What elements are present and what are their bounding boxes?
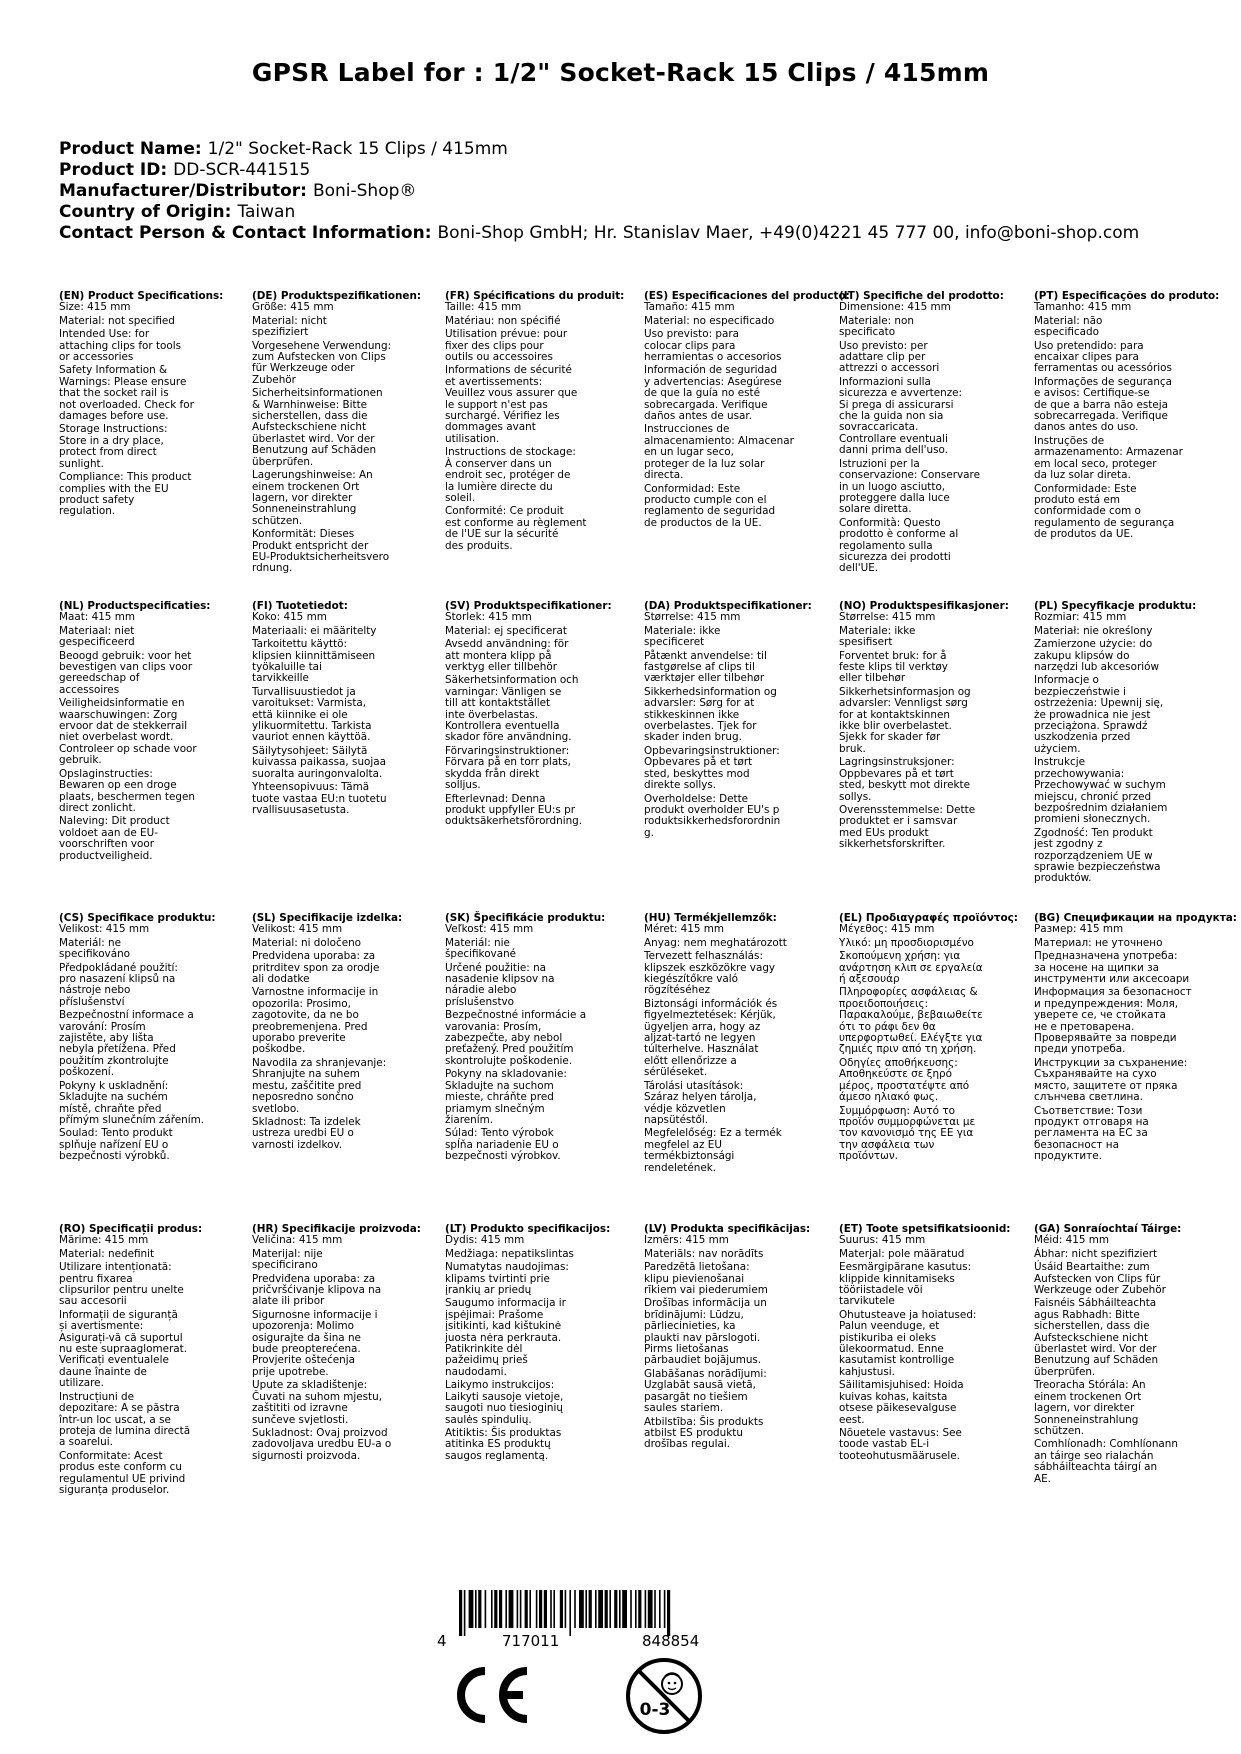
spec-section — [445, 601, 620, 830]
spec-text: Beoogd gebruik: voor het bevestigen van clips voor gereedschap of accessoires — [59, 649, 193, 696]
spec-text: Anyag: nem meghatározott — [644, 936, 787, 949]
spec-text: Nõuetele vastavus: See toode vastab EL-i tooteohutusmäärusele. — [839, 1426, 962, 1462]
spec-text: Glabāšanas norādījumi: Uzglabāt sausā vietā, pasargāt no tiešiem saules stariem. — [644, 1367, 767, 1415]
spec-heading: (HU) Termékjellemzők: — [644, 912, 777, 924]
info-row-product-name — [59, 139, 1219, 160]
spec-text: Material: não especificado — [1034, 314, 1103, 339]
spec-heading: (FI) Tuotetiedot: — [252, 600, 348, 612]
barcode-bar — [553, 1590, 555, 1628]
spec-text: Méret: 415 mm — [644, 923, 725, 936]
barcode-bar — [459, 1590, 462, 1636]
spec-text: Safety Information & Warnings: Please ensure that the socket rail is not overloaded. Check for damages before use. — [59, 364, 194, 423]
spec-text: Conformité: Ce produit est conforme au règlement de l'UE sur la sécurité des produits. — [445, 505, 587, 552]
spec-text: Maat: 415 mm — [59, 611, 135, 624]
spec-text: Tárolási utasítások: Száraz helyen tárolja, védje közvetlen napsütéstől. — [644, 1079, 757, 1126]
info-value: Taiwan — [237, 202, 296, 222]
barcode-bar — [630, 1590, 632, 1628]
spec-heading: (EL) Προδιαγραφές προϊόντος: — [839, 912, 1018, 924]
spec-text: Faisnéis Sábháilteachta agus Rabhadh: Bitte sicherstellen, dass die Aufsteckschiene nicht überlastet wird. Vor der Benutzung auf Schäden überprüfen. — [1034, 1297, 1159, 1378]
info-label: Product Name: — [59, 139, 202, 159]
spec-text: Informações de segurança e avisos: Certifique-se de que a barra não esteja sobrecarregada. Verifique danos antes do uso. — [1034, 375, 1173, 434]
spec-text: Instrucțiuni de depozitare: A se păstra într-un loc uscat, a se proteja de lumina directă a soarelui. — [59, 1390, 191, 1449]
spec-text: Инструкции за съхранение: Съхранявайте на сухо място, защитете от пряка слънчева светлина. — [1034, 1056, 1188, 1104]
spec-heading: (DE) Produktspezifikationen: — [252, 290, 421, 302]
spec-text: Naleving: Dit product voldoet aan de EU- voorschriften voor productveiligheid. — [59, 815, 170, 862]
spec-text: Informations de sécurité et avertissements: Veuillez vous assurer que le support n'est pas surchargé. Vérifiez les dommages avant utilisation. — [445, 364, 578, 445]
spec-heading: (SL) Specifikacije izdelka: — [252, 912, 403, 924]
spec-heading: (PT) Especificações do produto: — [1034, 290, 1220, 302]
info-value: Boni-Shop® — [312, 181, 417, 201]
spec-text: Size: 415 mm — [59, 301, 131, 314]
spec-heading: (EN) Product Specifications: — [59, 290, 224, 302]
spec-section — [445, 290, 625, 554]
info-row-contact — [59, 223, 1219, 244]
spec-text: Информация за безопасност и предупреждения: Моля, уверете се, че стойката не е претоварена. Проверявайте за повреди преди употреба. — [1034, 986, 1192, 1056]
spec-section — [445, 1224, 620, 1464]
spec-section — [1034, 601, 1209, 887]
spec-text: Taille: 415 mm — [445, 301, 522, 314]
spec-text: Säilytysohjeet: Säilytä kuivassa paikassa, suojaa suoralta auringonvalolta. — [252, 744, 387, 780]
barcode-bar — [589, 1590, 592, 1628]
barcode-bar — [505, 1590, 507, 1628]
barcode-bar — [595, 1590, 597, 1628]
spec-text: Suurus: 415 mm — [839, 1234, 926, 1247]
barcode-bar — [635, 1590, 637, 1628]
spec-text: Intended Use: for attaching clips for tools or accessories — [59, 328, 182, 364]
barcode-bar — [478, 1590, 481, 1628]
spec-text: Turvallisuustiedot ja varoitukset: Varmista, että kiinnike ei ole ylikuormitettu. Tarkista vauriot ennen käyttöä. — [252, 685, 372, 744]
spec-text: Conformidad: Este producto cumple con el reglamento de seguridad de productos de la UE. — [644, 482, 776, 529]
barcode-bar — [525, 1590, 528, 1628]
spec-text: Información de seguridad y advertencias: Asegúrese de que la guía no esté sobrecargada. Verifique daños antes de usar. — [644, 364, 782, 423]
spec-section — [839, 912, 1018, 1165]
spec-section — [445, 913, 620, 1165]
spec-text: Efterlevnad: Denna produkt uppfyller EU:s pr oduktsäkerhetsförordning. — [445, 792, 583, 828]
spec-text: Pokyny na skladovanie: Skladujte na suchom mieste, chráňte pred priamym slnečným žiarením. — [445, 1068, 567, 1126]
spec-text: Overholdelse: Dette produkt overholder EU's p roduktsikkerhedsforordnin g. — [644, 792, 781, 839]
spec-heading: (NL) Productspecificaties: — [59, 600, 211, 612]
spec-text: Forventet bruk: for å feste klips til verktøy eller tilbehør — [839, 649, 948, 685]
spec-heading: (BG) Спецификации на продукта: — [1034, 912, 1237, 924]
barcode-bar — [539, 1590, 542, 1628]
barcode-bar — [517, 1590, 519, 1628]
spec-heading: (SK) Špecifikácie produktu: — [445, 912, 606, 924]
spec-text: Rozmiar: 415 mm — [1034, 611, 1127, 624]
info-value: Boni-Shop GmbH; Hr. Stanislav Maer, +49(0)4221 45 777 00, info@boni-shop.com — [437, 223, 1140, 243]
spec-text: Yhteensopivuus: Tämä tuote vastaa EU:n tuotetu rvallisuusasetusta. — [252, 781, 387, 816]
barcode-bar — [605, 1590, 608, 1628]
info-label: Contact Person & Contact Information: — [59, 223, 432, 243]
spec-text: Opbevaringsinstruktioner: Opbevares på et tørt sted, beskyttes mod direkte sollys. — [644, 744, 780, 792]
spec-text: Lagringsinstruksjoner: Oppbevares på et tørt sted, beskytt mot direkte sollys. — [839, 756, 970, 803]
spec-text: Storlek: 415 mm — [445, 611, 532, 624]
spec-text: Σκοπούμενη χρήση: για ανάρτηση κλιπ σε εργαλεία ή αξεσουάρ — [839, 950, 983, 986]
spec-text: Avsedd användning: för att montera klipp på verktyg eller tillbehör — [445, 638, 569, 674]
spec-text: Material: ej specificerat — [445, 624, 567, 637]
spec-text: Materiaali: ei määritelty — [252, 624, 377, 637]
barcode-bar — [622, 1590, 627, 1628]
spec-text: Laikymo instrukcijos: Laikyti sausoje vietoje, saugoti nuo tiesioginių saulės spindulių. — [445, 1379, 564, 1426]
spec-text: Izmērs: 415 mm — [644, 1234, 729, 1247]
spec-text: Skladnost: Ta izdelek ustreza uredbi EU o varnosti izdelkov. — [252, 1115, 361, 1151]
spec-heading: (RO) Specificații produs: — [59, 1223, 203, 1235]
spec-text: Material: no especificado — [644, 314, 775, 327]
spec-section — [1034, 290, 1220, 543]
spec-text: Velikost: 415 mm — [252, 923, 343, 936]
spec-section — [1034, 912, 1237, 1165]
spec-text: Předpokládané použití: pro nasazení klipsů na nástroje nebo příslušenství — [59, 961, 178, 1008]
barcode-bar — [509, 1590, 514, 1628]
spec-text: Material: nicht spezifiziert — [252, 314, 327, 339]
spec-text: Pokyny k uskladnění: Skladujte na suchém místě, chraňte před přímým slunečním zářením. — [59, 1079, 205, 1126]
spec-text: Οδηγίες αποθήκευσης: Αποθηκεύστε σε ξηρό μέρος, προστατέψτε από άμεσο ηλιακό φως. — [839, 1056, 970, 1104]
spec-text: Instructions de stockage: À conserver dans un endroit sec, protéger de la lumière directe du soleil. — [445, 446, 576, 504]
barcode-bar — [499, 1590, 502, 1628]
spec-text: Megfelelőség: Ez a termék megfelel az EU termékbiztonsági rendeletének. — [644, 1127, 782, 1174]
spec-text: Πληροφορίες ασφάλειας & προειδοποιήσεις: Παρακαλούμε, βεβαιωθείτε ότι το ράφι δεν θα υπερφορτωθεί. Ελέγξτε για ζημιές πριν από τη χρήση. — [839, 986, 983, 1056]
barcode-bar — [520, 1590, 522, 1628]
spec-heading: (SV) Produktspecifikationer: — [445, 600, 612, 612]
spec-text: Υλικό: μη προσδιορισμένο — [839, 936, 974, 949]
spec-text: Sigurnosne informacije i upozorenja: Molimo osigurajte da šina ne bude preopterećena. Provjerite oštećenja prije upotrebe. — [252, 1308, 378, 1378]
info-label: Country of Origin: — [59, 202, 232, 222]
spec-heading: (PL) Specyfikacje produktu: — [1034, 600, 1197, 612]
spec-text: Velikost: 415 mm — [59, 923, 150, 936]
spec-text: Material: ni določeno — [252, 936, 362, 949]
spec-heading: (DA) Produktspecifikationer: — [644, 600, 812, 612]
spec-text: Istruzioni per la conservazione: Conservare in un luogo asciutto, proteggere dalla luce solare diretta. — [839, 457, 980, 516]
spec-text: Størrelse: 415 mm — [644, 611, 741, 624]
spec-text: Drošības informācija un brīdinājumi: Lūdzu, pārliecinieties, ka plaukti nav pārslogoti. Pirms lietošanas pārbaudiet bojājumus. — [644, 1297, 767, 1367]
spec-text: Säkerhetsinformation och varningar: Vänligen se till att kontaktstället inte överbelastas. Kontrollera eventuella skador före användning. — [445, 674, 579, 744]
spec-text: Dydis: 415 mm — [445, 1234, 525, 1247]
info-value: 1/2" Socket-Rack 15 Clips / 415mm — [207, 139, 508, 159]
spec-text: Συμμόρφωση: Αυτό το προϊόν συμμορφώνεται με τον κανονισμό της ΕΕ για την ασφάλεια των προϊόντων. — [839, 1104, 976, 1163]
barcode-bar — [579, 1590, 584, 1628]
spec-text: Zgodność: Ten produkt jest zgodny z rozporządzeniem UE w sprawie bezpieczeństwa produktów. — [1034, 826, 1161, 885]
spec-text: Påtænkt anvendelse: til fastgørelse af clips til værktøjer eller tilbehør — [644, 649, 767, 685]
spec-text: Varnostne informacije in opozorila: Prosimo, zagotovite, da ne bo preobremenjena. Pred uporabo preverite poškodbe. — [252, 986, 379, 1056]
barcode-bar — [609, 1590, 611, 1628]
spec-text: Tervezett felhasználás: klipszek eszközökre vagy kiegészítőkre való rögzítéséhez — [644, 950, 776, 997]
spec-text: Určené použitie: na nasadenie klipsov na náradie alebo príslušenstvo — [445, 961, 555, 1008]
spec-text: Saugumo informacija ir įspėjimai: Prašome įsitikinti, kad kištukinė juosta nėra perkrauta. Patikrinkite dėl pažeidimų prieš naudodami. — [445, 1297, 566, 1378]
spec-text: Informații de siguranță și avertismente: Asigurați-vă că suportul nu este supraaglomerat. Verificați eventualele daune înainte de utilizare. — [59, 1308, 188, 1390]
spec-text: Instruções de armazenamento: Armazenar em local seco, proteger da luz solar direta. — [1034, 434, 1183, 482]
spec-heading: (HR) Specifikacije proizvoda: — [252, 1223, 421, 1235]
barcode-bar — [560, 1590, 563, 1628]
spec-text: Paredzētā lietošana: klipu pievienošanai rīkiem vai piederumiem — [644, 1261, 768, 1297]
spec-text: Materijal: nije specificirano — [252, 1247, 323, 1272]
spec-text: Informacje o bezpieczeństwie i ostrzeżenia: Upewnij się, że prowadnica nie jest przeciążona. Sprawdź uszkodzenia przed użyciem. — [1034, 674, 1164, 755]
spec-text: Material: not specified — [59, 314, 175, 327]
spec-text: Ohutusteave ja hoiatused: Palun veenduge, et pistikuriba ei oleks ülekoormatud. Enne kasutamist kontrollige kahjustusi. — [839, 1308, 977, 1378]
spec-section — [59, 1224, 234, 1498]
spec-text: Súlad: Tento výrobok spĺňa nariadenie EU o bezpečnosti výrobkov. — [445, 1127, 561, 1163]
spec-heading: (ET) Toote spetsifikatsioonid: — [839, 1223, 1011, 1235]
barcode-bar — [619, 1590, 621, 1628]
barcode-bar — [585, 1590, 587, 1628]
spec-text: Úsáid Beartaithe: zum Aufstecken von Clips für Werkzeuge oder Zubehör — [1034, 1261, 1166, 1297]
spec-text: Uso previsto: para colocar clips para herramientas o accesorios — [644, 328, 782, 364]
barcode-bar — [529, 1590, 531, 1628]
spec-text: Bezpečnostní informace a varování: Prosím zajistěte, aby lišta nebyla přetížena. Před použitím zkontrolujte poškození. — [59, 1009, 194, 1079]
spec-text: Materiāls: nav norādīts — [644, 1247, 764, 1260]
spec-text: Informazioni sulla sicurezza e avvertenze: Si prega di assicurarsi che la guida non sia sovraccaricata. Controllare eventuali danni prima dell'uso. — [839, 375, 963, 457]
spec-text: Konformität: Dieses Produkt entspricht der EU-Produktsicherheitsvero rdnung. — [252, 528, 390, 575]
spec-text: Ábhar: nicht spezifiziert — [1034, 1247, 1158, 1260]
info-row-product-id — [59, 160, 1219, 181]
spec-text: Sikkerhetsinformasjon og advarsler: Vennligst sørg for at kontaktskinnen ikke blir overbelastet. Sjekk for skader før bruk. — [839, 685, 971, 755]
spec-text: Conformitate: Acest produs este conform cu regulamentul UE privind siguranța produselor. — [59, 1449, 186, 1496]
barcode-bar — [550, 1590, 552, 1628]
spec-text: Förvaringsinstruktioner: Förvara på en torr plats, skydda från direkt solljus. — [445, 744, 571, 792]
spec-section — [839, 601, 1014, 853]
spec-text: Materiale: ikke specificeret — [644, 624, 721, 649]
spec-text: Koko: 415 mm — [252, 611, 327, 624]
barcode-bar — [654, 1590, 656, 1628]
spec-section — [1034, 1224, 1209, 1487]
spec-text: Overensstemmelse: Dette produktet er i samsvar med EUs produkt sikkerhetsforskrifter. — [839, 803, 976, 851]
barcode-bar — [491, 1590, 493, 1628]
spec-text: Размер: 415 mm — [1034, 923, 1124, 936]
spec-section — [644, 913, 819, 1176]
barcode-bar — [544, 1590, 547, 1628]
barcode-bar — [574, 1590, 576, 1628]
barcode-bar — [614, 1590, 617, 1628]
barcode-bars — [437, 1590, 737, 1636]
spec-text: Lagerungshinweise: An einem trockenen Ort lagern, vor direkter Sonneneinstrahlung schützen. — [252, 469, 373, 527]
spec-text: Biztonsági információk és figyelmeztetések: Kérjük, ügyeljen arra, hogy az aljzat-tartó ne legyen túlterhelve. Használat előtt ellenőrizze a sérüléseket. — [644, 997, 778, 1079]
spec-text: Predviđena uporaba: za pričvršćivanje klipova na alate ili pribor — [252, 1272, 382, 1308]
spec-text: Veľkosť: 415 mm — [445, 923, 534, 936]
spec-text: Μέγεθος: 415 mm — [839, 923, 935, 936]
info-label: Product ID: — [59, 160, 168, 180]
spec-text: Soulad: Tento produkt splňuje nařízení EU o bezpečnosti výrobků. — [59, 1127, 173, 1163]
spec-text: Instrucciones de almacenamiento: Almacenar en un lugar seco, proteger de la luz solar directa. — [644, 423, 794, 482]
spec-text: Materiale: ikke spesifisert — [839, 624, 916, 649]
barcode-bar — [494, 1590, 497, 1628]
spec-text: Instrukcje przechowywania: Przechowywać w suchym miejscu, chronić przed bezpośrednim działaniem promieni słonecznych. — [1034, 756, 1168, 826]
spec-heading: (ES) Especificaciones del producto: — [644, 290, 850, 302]
spec-text: Vorgesehene Verwendung: zum Aufstecken von Clips für Werkzeuge oder Zubehör — [252, 339, 392, 386]
spec-text: Conformidade: Este produto está em conformidade com o regulamento de segurança de produtos da UE. — [1034, 482, 1175, 541]
product-info — [59, 139, 1219, 244]
spec-text: Utilisation prévue: pour fixer des clips pour outils ou accessoires — [445, 328, 568, 364]
spec-text: Materiál: ne specifikováno — [59, 936, 131, 961]
spec-section — [644, 1224, 819, 1453]
spec-text: Méid: 415 mm — [1034, 1234, 1110, 1247]
page-title: GPSR Label for : 1/2" Socket-Rack 15 Clips / 415mm — [251, 58, 990, 87]
spec-text: Tamanho: 415 mm — [1034, 301, 1132, 314]
spec-section — [644, 601, 819, 841]
barcode-bar — [569, 1590, 571, 1636]
spec-text: Atitiktis: Šis produktas atitinka ES produktų saugos reglamentą. — [445, 1426, 562, 1462]
spec-text: Materiaal: niet gespecificeerd — [59, 624, 135, 649]
spec-text: Bezpečnostné informácie a varovania: Prosím, zabezpečte, aby nebol preťažený. Pred použitím skontrolujte poškodenie. — [445, 1009, 587, 1067]
spec-text: Materiał: nie określony — [1034, 624, 1153, 637]
spec-text: Materiál: nie špecifikované — [445, 936, 517, 961]
spec-text: Opslaginstructies: Bewaren op een droge plaats, beschermen tegen direct zonlicht. — [59, 767, 195, 814]
barcode-bar — [598, 1590, 603, 1628]
spec-section — [59, 291, 234, 520]
spec-text: Compliance: This product complies with the EU product safety regulation. — [59, 471, 192, 518]
spec-text: Uso previsto: per adattare clip per attrezzi o accessori — [839, 339, 940, 375]
barcode-right-group: 848854 — [642, 1632, 700, 1650]
ce-mark-icon — [451, 1665, 533, 1725]
spec-text: Upute za skladištenje: Čuvati na suhom mjestu, zaštititi od izravne sunčeve svjetlosti. — [252, 1379, 383, 1426]
spec-heading: (LV) Produkta specifikācijas: — [644, 1223, 811, 1235]
spec-text: Størrelse: 415 mm — [839, 611, 936, 624]
spec-text: Съответствие: Този продукт отговаря на регламента на ЕС за безопасност на продуктите. — [1034, 1104, 1149, 1163]
spec-text: Sicherheitsinformationen & Warnhinweise: Bitte sicherstellen, dass die Aufsteckschiene nicht überlastet wird. Vor der Benutzung auf Schäden überprüfen. — [252, 387, 383, 468]
spec-section — [252, 913, 427, 1153]
spec-text: Eesmärgipärane kasutus: klippide kinnitamiseks tööriistadele või tarvikutele — [839, 1261, 972, 1308]
spec-section — [59, 913, 234, 1165]
barcode-bar — [648, 1590, 653, 1628]
spec-text: Säilitamisjuhised: Hoida kuivas kohas, kaitsta otsese päikesevalguse eest. — [839, 1379, 964, 1426]
spec-text: Veiligheidsinformatie en waarschuwingen: Zorg ervoor dat de stekkerrail niet overbelast wordt. Controleer op schade voor gebruik. — [59, 697, 197, 767]
barcode-bar — [664, 1590, 666, 1628]
spec-text: Материал: не уточнено — [1034, 936, 1163, 949]
spec-section — [252, 601, 427, 818]
spec-heading: (NO) Produktspesifikasjoner: — [839, 600, 1009, 612]
barcode-bar — [667, 1590, 670, 1636]
barcode-bar — [469, 1590, 474, 1628]
barcode-bar — [565, 1590, 567, 1628]
barcode-bar — [659, 1590, 661, 1628]
spec-text: Предназначена употреба: за носене на щипки за инструменти или аксесоари — [1034, 950, 1190, 986]
barcode-left-group: 717011 — [502, 1632, 560, 1650]
spec-text: Navodila za shranjevanje: Shranjujte na suhem mestu, zaščitite pred neposredno sončno svetlobo. — [252, 1056, 387, 1115]
spec-text: Materjal: pole määratud — [839, 1247, 965, 1260]
spec-text: Numatytas naudojimas: klipams tvirtinti prie įrankių ar priedų — [445, 1261, 569, 1297]
age-warning-icon — [624, 1656, 704, 1736]
spec-text: Medžiaga: nepatikslintas — [445, 1247, 574, 1260]
spec-text: Tamaño: 415 mm — [644, 301, 735, 314]
info-row-country — [59, 202, 1219, 223]
spec-text: Material: nedefinit — [59, 1247, 155, 1260]
info-value: DD-SCR-441515 — [173, 160, 311, 180]
barcode-bar — [464, 1590, 466, 1636]
spec-section — [252, 291, 427, 577]
spec-heading: (GA) Sonraíochtaí Táirge: — [1034, 1223, 1182, 1235]
barcode-bar — [536, 1590, 538, 1628]
spec-text: Uso pretendido: para encaixar clipes para ferramentas ou acessórios — [1034, 339, 1172, 375]
spec-heading: (FR) Spécifications du produit: — [445, 290, 625, 302]
spec-section — [839, 1224, 1014, 1464]
spec-text: Utilizare intenționată: pentru fixarea clipsurilor pentru unelte sau accesorii — [59, 1261, 184, 1308]
spec-text: Größe: 415 mm — [252, 301, 334, 314]
spec-text: Mărime: 415 mm — [59, 1234, 149, 1247]
spec-section — [644, 290, 850, 531]
barcode-bar — [475, 1590, 477, 1628]
barcode-bar — [638, 1590, 641, 1628]
spec-text: Sikkerhedsinformation og advarsler: Sørg for at stikkeskinnen ikke overbelastes. Tjek for skader inden brug. — [644, 685, 777, 744]
barcode-first-digit: 4 — [437, 1632, 447, 1650]
info-row-manufacturer — [59, 181, 1219, 202]
barcode-bar — [485, 1590, 487, 1628]
spec-text: Zamierzone użycie: do zakupu klipsów do narzędzi lub akcesoriów — [1034, 638, 1159, 674]
spec-text: Veličina: 415 mm — [252, 1234, 343, 1247]
spec-text: Treoracha Stórála: An einem trockenen Ort lagern, vor direkter Sonneneinstrahlung schützen. — [1034, 1379, 1146, 1437]
spec-text: Matériau: non spécifié — [445, 314, 561, 327]
spec-text: Materiale: non specificato — [839, 314, 914, 339]
spec-heading: (CS) Specifikace produktu: — [59, 912, 216, 924]
age-range-label: 0-3 — [639, 1700, 671, 1720]
barcode-bar — [645, 1590, 647, 1628]
spec-text: Predvidena uporaba: za pritrditev spon za orodje ali dodatke — [252, 950, 380, 986]
spec-text: Storage Instructions: Store in a dry place, protect from direct sunlight. — [59, 423, 168, 470]
spec-section — [839, 291, 1014, 577]
spec-section — [59, 601, 234, 864]
spec-text: Sukladnost: Ovaj proizvod zadovoljava uredbu EU-a o sigurnosti proizvoda. — [252, 1426, 392, 1462]
spec-text: Atbilstība: Šis produkts atbilst ES produktu drošības regulai. — [644, 1415, 764, 1451]
spec-section — [252, 1224, 427, 1464]
spec-text: Comhlíonadh: Comhlíonann an táirge seo rialachán sábháilteachta táirgí an AE. — [1034, 1438, 1178, 1485]
spec-text: Tarkoitettu käyttö: klipsien kiinnittämiseen työkaluille tai tarvikkeille — [252, 638, 376, 685]
spec-heading: (IT) Specifiche del prodotto: — [839, 290, 1004, 302]
info-label: Manufacturer/Distributor: — [59, 181, 307, 201]
spec-text: Dimensione: 415 mm — [839, 301, 951, 314]
spec-text: Conformità: Questo prodotto è conforme al regolamento sulla sicurezza dei prodotti dell'UE. — [839, 516, 959, 575]
spec-heading: (LT) Produkto specifikacijos: — [445, 1223, 611, 1235]
